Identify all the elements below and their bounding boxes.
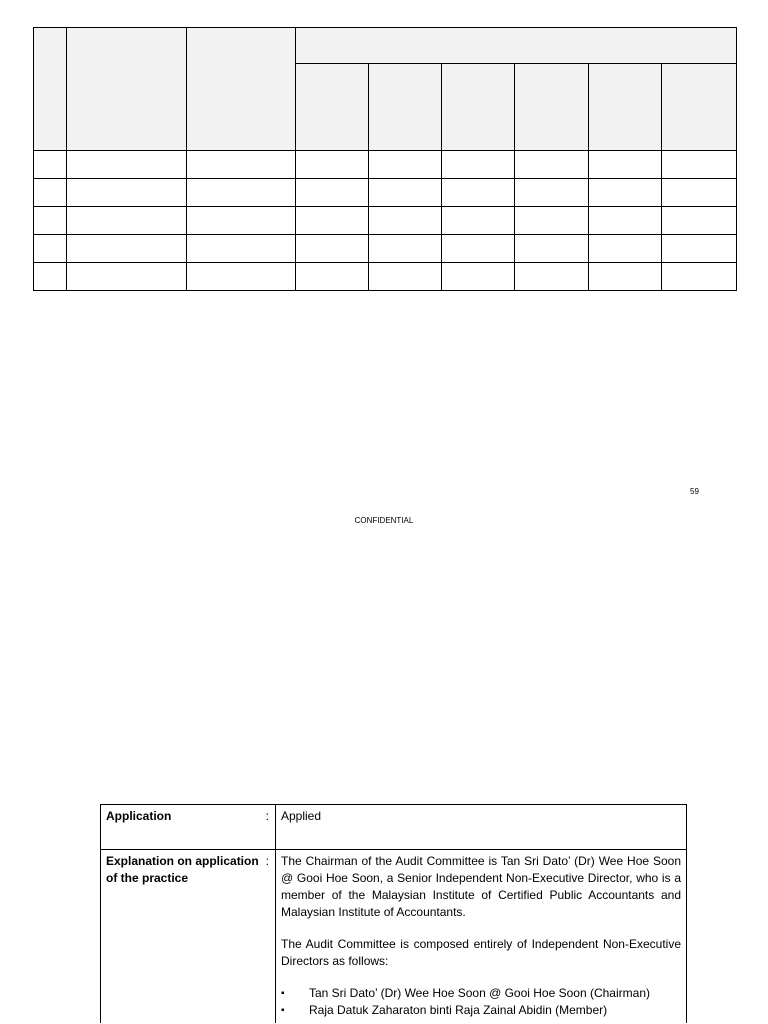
attendance-table-empty [33,27,737,291]
list-item [281,1002,681,1019]
square-bullet-icon: ▪ [281,1005,285,1016]
square-bullet-icon: ▪ [281,988,285,999]
table-row [34,179,737,207]
explanation-paragraph-1: The Chairman of the Audit Committee is Tan Sri Dato’ (Dr) Wee Hoe Soon @ Gooi Hoe Soon, a Senior Independent Non-Executive Director, who is a member of the Malaysian Institute of Certified Public Accountants and Malaysian Institute of Accountants. [281,854,681,919]
member-name: Tan Sri Dato’ (Dr) Wee Hoe Soon @ Gooi Hoe Soon (Chairman) [309,986,650,1000]
table-header-row [34,28,737,64]
colon: : [265,809,269,823]
page-number: 59 [690,487,699,496]
explanation-content-cell [276,850,687,1024]
subheader-cell [442,64,515,151]
header-cell [34,28,67,151]
table-row [34,207,737,235]
table-row [34,263,737,291]
application-row [101,805,687,850]
header-cell [187,28,296,151]
application-label-cell [101,805,276,850]
member-name: Raja Datuk Zaharaton binti Raja Zainal Abidin (Member) [309,1003,608,1017]
explanation-paragraph-2: The Audit Committee is composed entirely of Independent Non-Executive Directors as follows: [281,937,681,968]
member-list [281,985,681,1019]
subheader-cell [662,64,737,151]
table-row [34,151,737,179]
list-item [281,985,681,1002]
explanation-label: Explanation on application of the practice [106,854,259,885]
explanation-row [101,850,687,1024]
application-table [100,804,687,1023]
table-row [34,235,737,263]
header-group-cell [296,28,737,64]
subheader-cell [515,64,589,151]
subheader-cell [296,64,369,151]
subheader-cell [589,64,662,151]
application-label: Application [106,809,172,823]
subheader-cell [369,64,442,151]
explanation-label-cell [101,850,276,1024]
application-value: Applied [281,809,322,823]
header-cell [67,28,187,151]
application-value-cell [276,805,687,850]
colon: : [265,854,269,868]
confidential-label: CONFIDENTIAL [354,516,414,525]
